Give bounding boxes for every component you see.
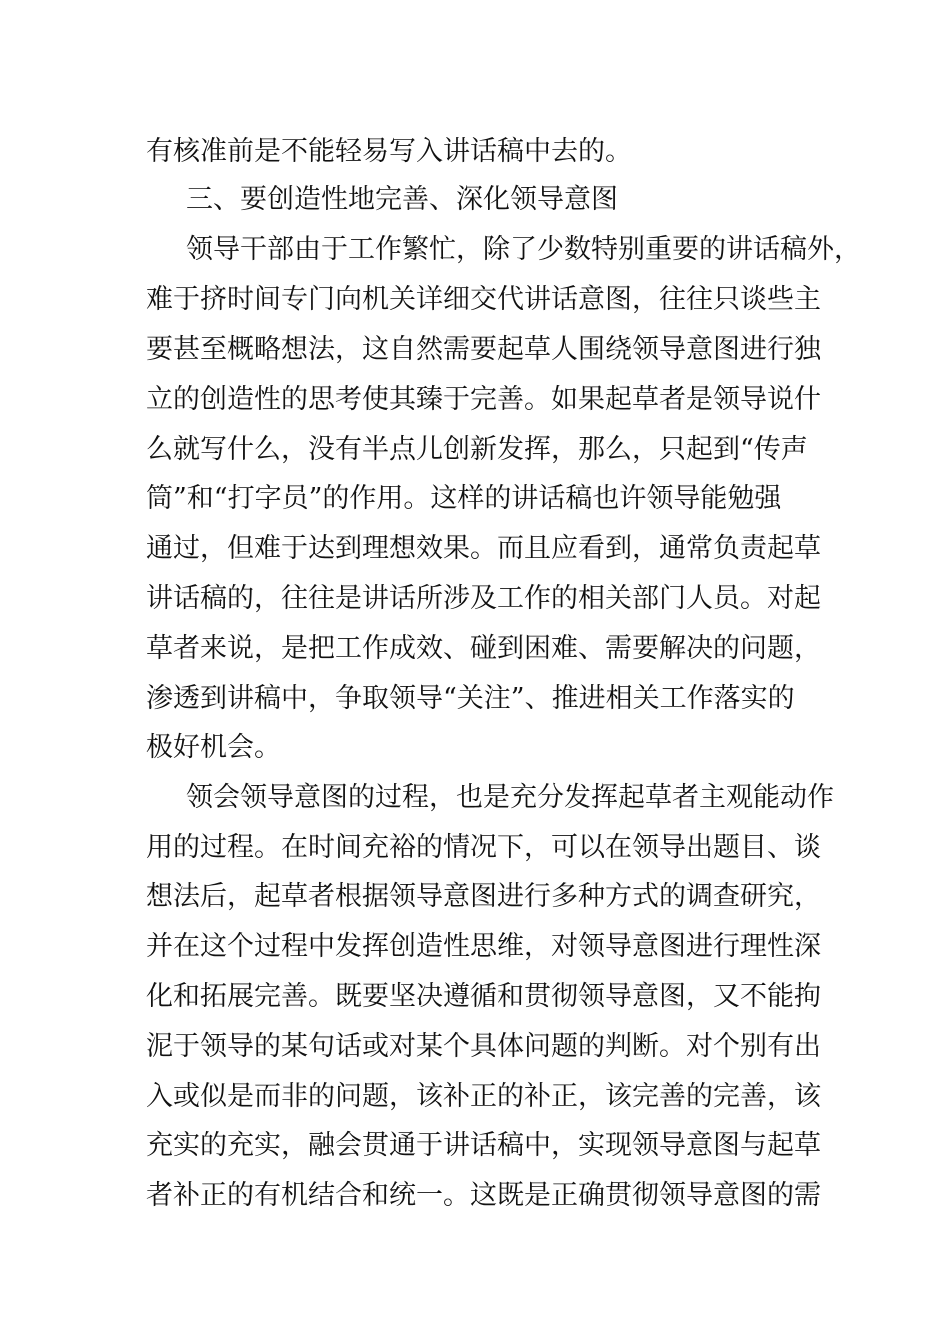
text-line-7: 么就写什么，没有半点儿创新发挥，那么，只起到“传声 xyxy=(146,434,808,465)
text-line-22: 者补正的有机结合和统一。这既是正确贯彻领导意图的需 xyxy=(146,1180,821,1211)
text-line-20: 入或似是而非的问题，该补正的补正，该完善的完善，该 xyxy=(146,1081,821,1112)
text-line-6: 立的创造性的思考使其臻于完善。如果起草者是领导说什 xyxy=(146,384,821,415)
text-line-4: 难于挤时间专门向机关详细交代讲话意图，往往只谈些主 xyxy=(146,284,821,315)
text-line-9: 通过，但难于达到理想效果。而且应看到，通常负责起草 xyxy=(146,533,821,564)
text-line-8: 筒”和“打字员”的作用。这样的讲话稿也许领导能勉强 xyxy=(146,483,782,514)
section-heading: 三、要创造性地完善、深化领导意图 xyxy=(186,184,618,215)
text-line-19: 泥于领导的某句话或对某个具体问题的判断。对个别有出 xyxy=(146,1031,821,1062)
text-line-18: 化和拓展完善。既要坚决遵循和贯彻领导意图，又不能拘 xyxy=(146,981,821,1012)
text-line-3: 领导干部由于工作繁忙，除了少数特别重要的讲话稿外， xyxy=(186,234,861,265)
text-line-11: 草者来说，是把工作成效、碰到困难、需要解决的问题， xyxy=(146,633,821,664)
text-line-15: 用的过程。在时间充裕的情况下，可以在领导出题目、谈 xyxy=(146,832,821,863)
text-line-17: 并在这个过程中发挥创造性思维，对领导意图进行理性深 xyxy=(146,931,821,962)
text-line-1: 有核准前是不能轻易写入讲话稿中去的。 xyxy=(146,136,632,167)
text-line-5: 要甚至概略想法，这自然需要起草人围绕领导意图进行独 xyxy=(146,334,821,365)
text-line-12: 渗透到讲稿中，争取领导“关注”、推进相关工作落实的 xyxy=(146,683,795,714)
text-line-10: 讲话稿的，往往是讲话所涉及工作的相关部门人员。对起 xyxy=(146,583,821,614)
text-line-16: 想法后，起草者根据领导意图进行多种方式的调查研究， xyxy=(146,881,821,912)
text-line-21: 充实的充实，融会贯通于讲话稿中，实现领导意图与起草 xyxy=(146,1130,821,1161)
text-line-14: 领会领导意图的过程，也是充分发挥起草者主观能动作 xyxy=(186,782,834,813)
text-line-13: 极好机会。 xyxy=(146,732,281,763)
